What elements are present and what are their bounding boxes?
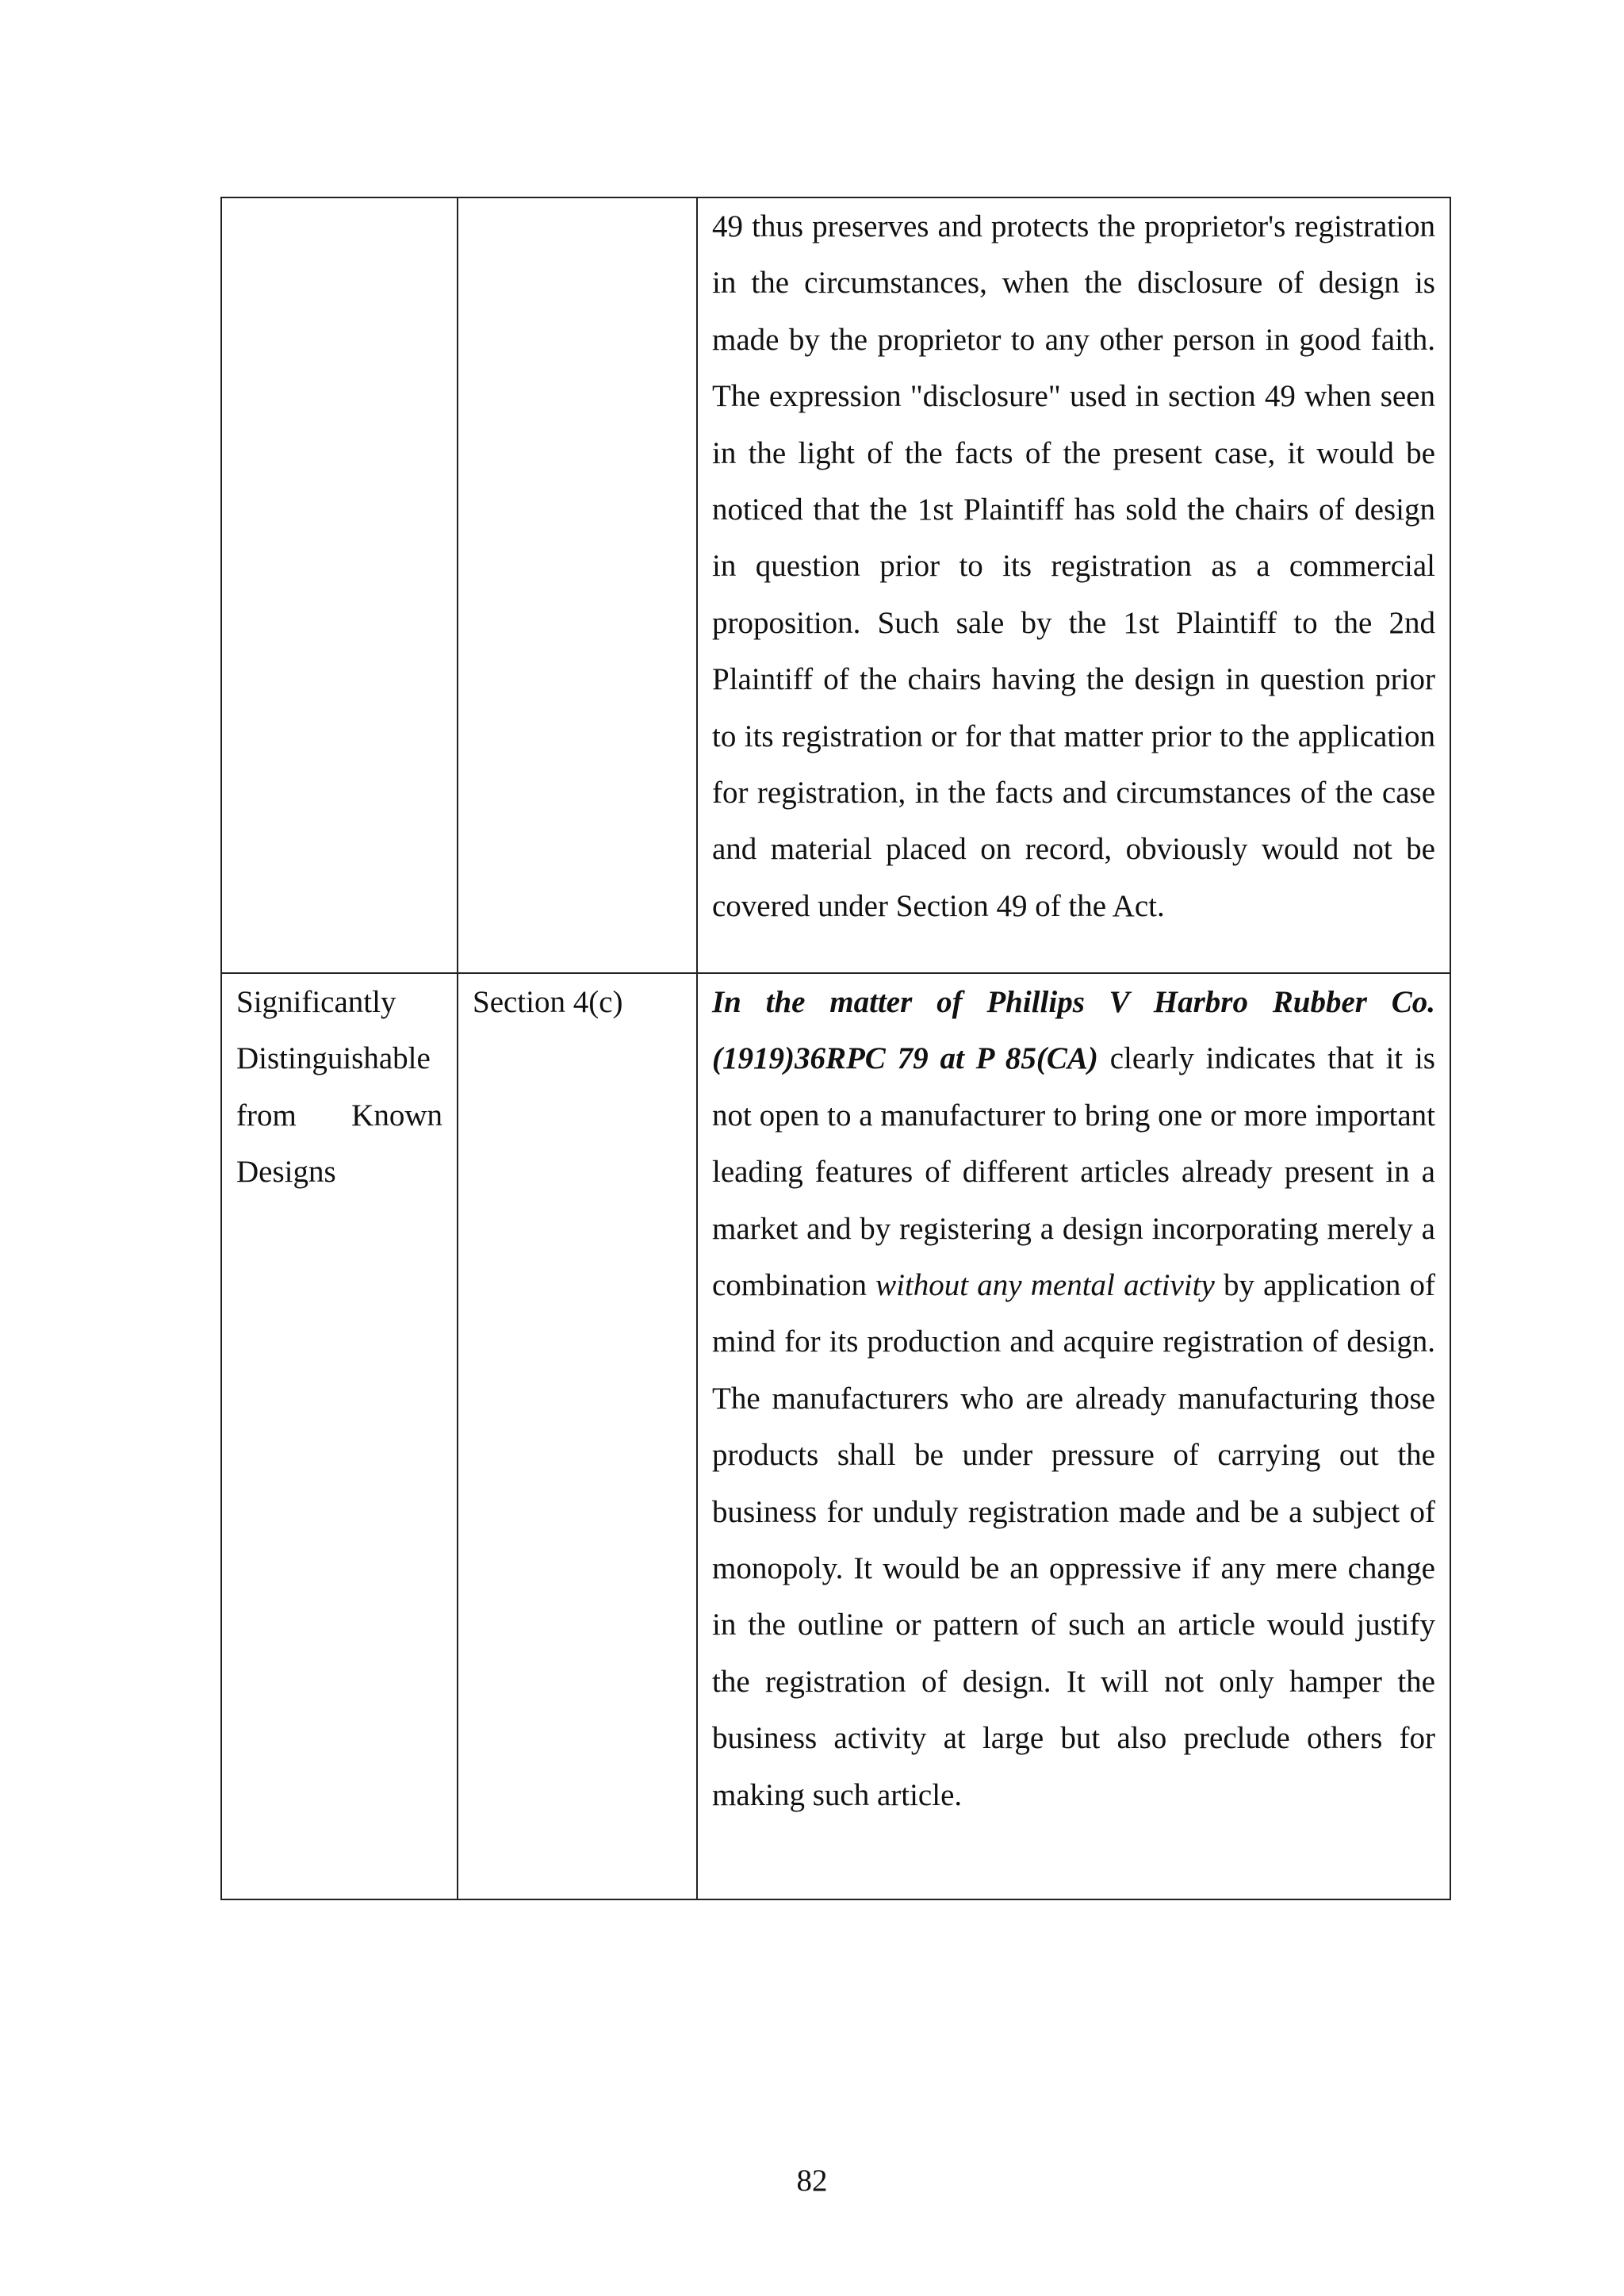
legal-table [220, 197, 1451, 1900]
row2-col3-cell [697, 973, 1450, 1899]
row2-content-text [712, 974, 1435, 1823]
content-part-2: by application of mind for its production and acquire registration of design. The manufacturers who are already manufacturing those products shall be under pressure of carrying out the business for unduly registration made and be a subject of monopoly. It would be an oppressive if any mere change in the outline or pattern of such an article would justify the registration of design. It will not only hamper the business activity at large but also preclude others for making such article. [712, 1268, 1435, 1812]
row1-col2-cell [458, 197, 697, 973]
content-italic-phrase: without any mental activity [875, 1268, 1215, 1303]
row1-col3-cell [697, 197, 1450, 973]
row2-col2-cell [458, 973, 697, 1899]
row2-col1-cell [221, 973, 458, 1899]
table-row [221, 973, 1450, 1899]
row1-content-text: 49 thus preserves and protects the proprietor's registration in the circumstances, when the disclosure of design is made by the proprietor to any other person in good faith. The expression "disclosure" used in section 49 when seen in the light of the facts of the present case, it would be noticed that the 1st Plaintiff has sold the chairs of design in question prior to its registration as a commercial proposition. Such sale by the 1st Plaintiff to the 2nd Plaintiff of the chairs having the design in question prior to its registration or for that matter prior to the application for registration, in the facts and circumstances of the case and material placed on record, obviously would not be covered under Section 49 of the Act. [712, 209, 1435, 923]
criterion-label: Significantly Distinguishable from Known Designs [236, 985, 442, 1190]
case-citation: In the matter of Phillips V Harbro Rubber Co. (1919)36RPC 79 at P 85(CA) [712, 985, 1435, 1076]
page-number: 82 [796, 2164, 828, 2198]
row1-col1-cell [221, 197, 458, 973]
section-reference: Section 4(c) [473, 985, 623, 1019]
content-part-1: clearly indicates that it is not open to a manufacturer to bring one or more important leading features of different articles already present in a market and by registering a design incorporating merely a combination [712, 1041, 1435, 1303]
table-row [221, 197, 1450, 973]
